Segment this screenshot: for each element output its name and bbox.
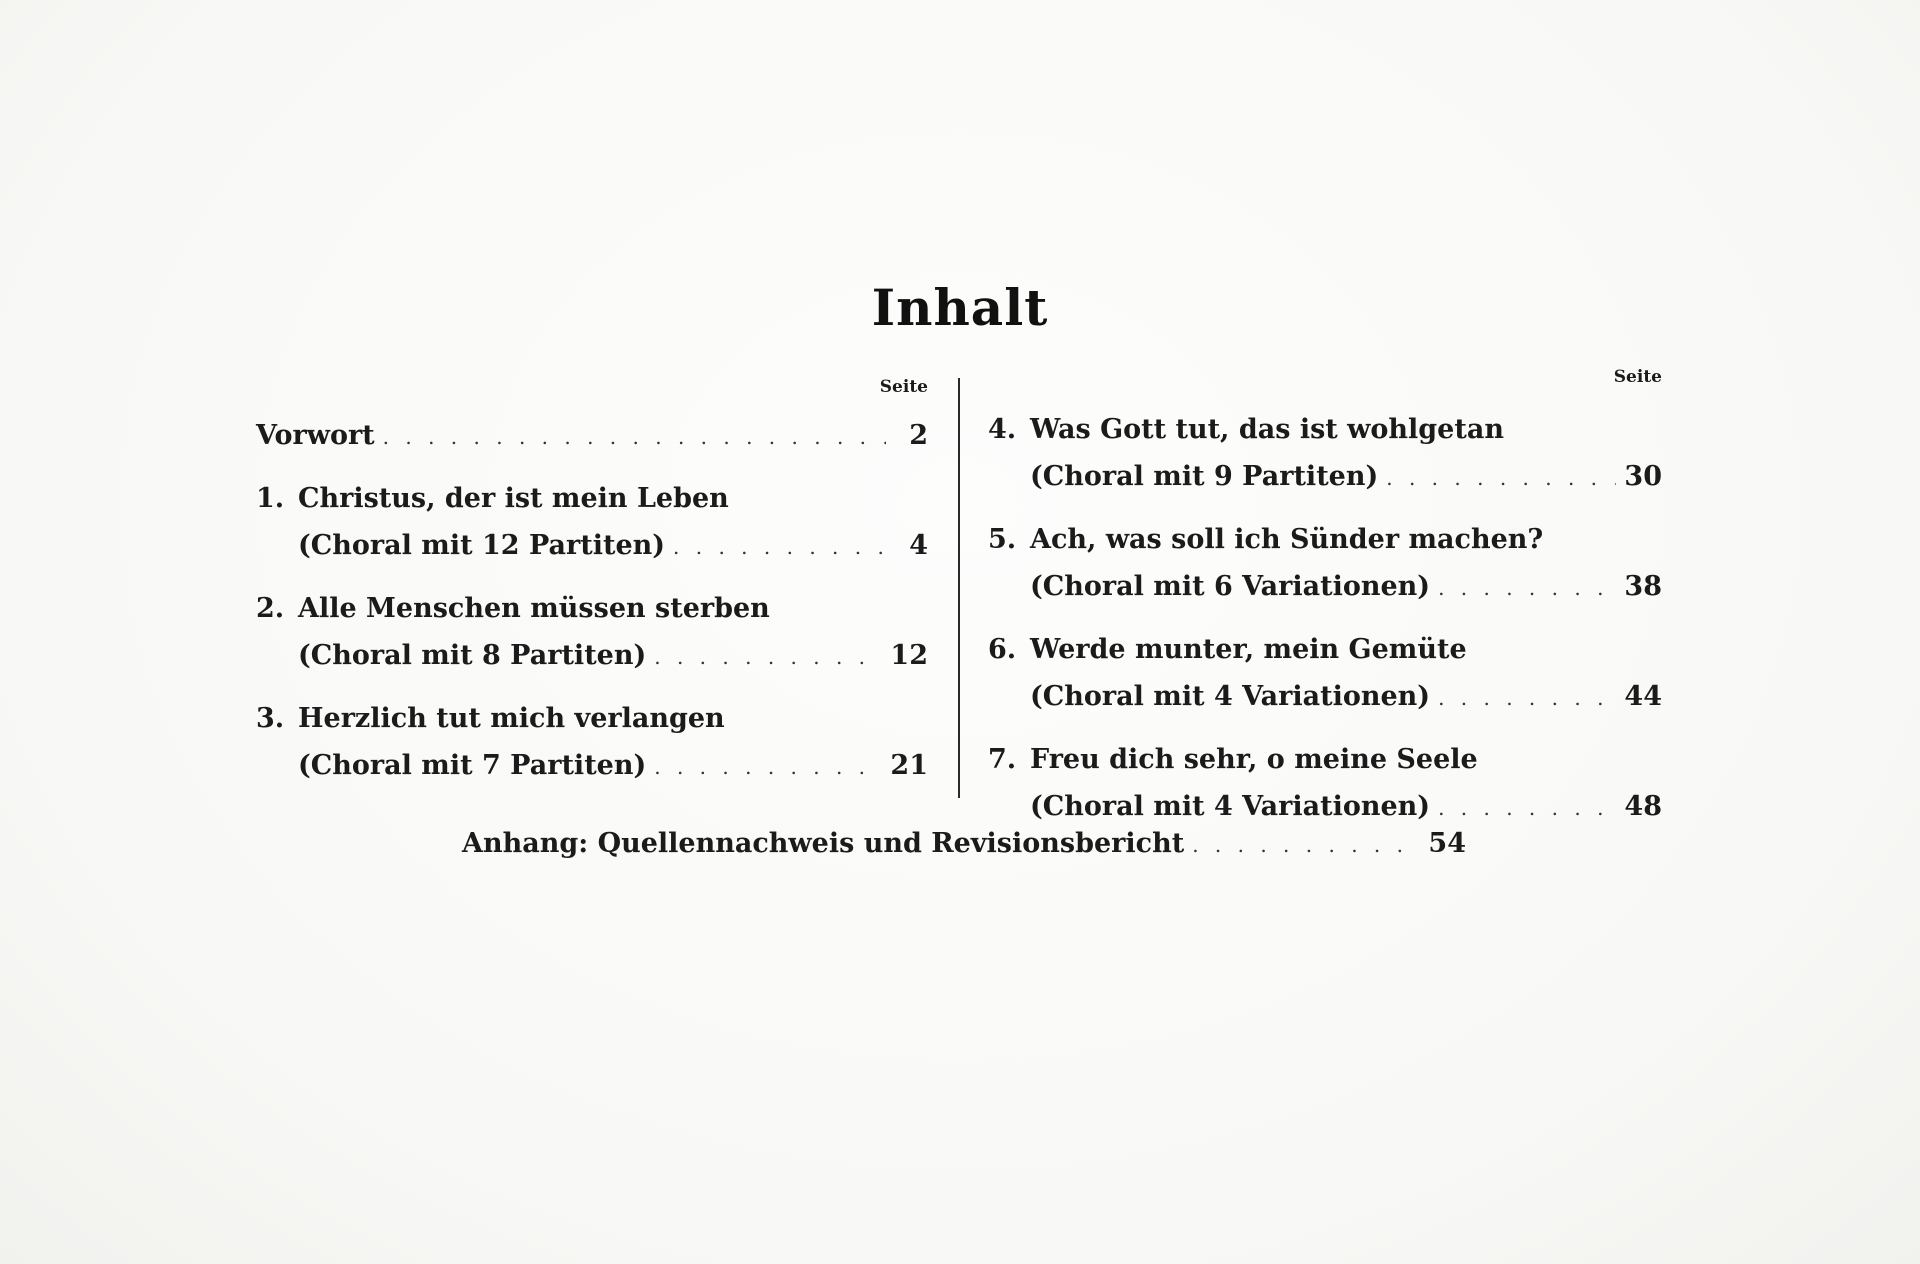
dot-leader xyxy=(654,634,882,681)
toc-page-number: 21 xyxy=(890,750,928,781)
toc-entry-number: 1. xyxy=(256,483,285,514)
toc-page-number: 54 xyxy=(1428,828,1466,859)
toc-entry-appendix xyxy=(462,820,1466,869)
dot-leader xyxy=(1192,822,1420,869)
toc-right-column xyxy=(988,362,1662,832)
toc-entry-number: 2. xyxy=(256,593,285,624)
page-title: Inhalt xyxy=(871,278,1049,337)
toc-page-number: 4 xyxy=(909,530,928,561)
toc-entry-1 xyxy=(256,475,928,571)
toc-entry-number: 7. xyxy=(988,744,1017,775)
column-divider xyxy=(958,378,960,798)
dot-leader xyxy=(1438,675,1616,722)
toc-entry-4 xyxy=(988,406,1662,502)
toc-entry-6 xyxy=(988,626,1662,722)
dot-leader xyxy=(654,744,882,791)
toc-entry-title: Christus, der ist mein Leben xyxy=(298,483,729,514)
seite-header-left: Seite xyxy=(879,377,928,397)
toc-entry-5 xyxy=(988,516,1662,612)
toc-entry-vorwort xyxy=(256,412,928,461)
dot-leader xyxy=(673,524,886,571)
toc-page-number: 30 xyxy=(1624,461,1662,492)
toc-page-number: 48 xyxy=(1624,791,1662,822)
dot-leader xyxy=(1386,455,1616,502)
toc-left-column xyxy=(256,372,928,791)
toc-entry-subtitle: (Choral mit 8 Partiten) xyxy=(298,640,647,671)
seite-header-right: Seite xyxy=(1613,367,1662,387)
toc-entry-2 xyxy=(256,585,928,681)
toc-entry-number: 5. xyxy=(988,524,1017,555)
toc-page-number: 12 xyxy=(890,640,928,671)
toc-entry-7 xyxy=(988,736,1662,832)
toc-entry-subtitle: (Choral mit 9 Partiten) xyxy=(1030,461,1379,492)
toc-page-number: 2 xyxy=(909,420,928,451)
toc-entry-subtitle: (Choral mit 4 Variationen) xyxy=(1030,681,1431,712)
toc-entry-title: Herzlich tut mich verlangen xyxy=(298,703,725,734)
toc-entry-title: Werde munter, mein Gemüte xyxy=(1030,634,1467,665)
toc-entry-3 xyxy=(256,695,928,791)
toc-entry-number: 4. xyxy=(988,414,1017,445)
toc-entry-title: Was Gott tut, das ist wohlgetan xyxy=(1030,414,1504,445)
toc-page-number: 38 xyxy=(1624,571,1662,602)
toc-page-number: 44 xyxy=(1624,681,1662,712)
toc-entry-number: 6. xyxy=(988,634,1017,665)
dot-leader xyxy=(383,414,886,461)
toc-entry-title: Alle Menschen müssen sterben xyxy=(298,593,770,624)
dot-leader xyxy=(1438,565,1616,612)
toc-entry-subtitle: (Choral mit 4 Variationen) xyxy=(1030,791,1431,822)
toc-entry-label: Anhang: Quellennachweis und Revisionsbericht xyxy=(462,828,1185,859)
toc-entry-subtitle: (Choral mit 12 Partiten) xyxy=(298,530,666,561)
toc-entry-subtitle: (Choral mit 6 Variationen) xyxy=(1030,571,1431,602)
toc-entry-title: Freu dich sehr, o meine Seele xyxy=(1030,744,1478,775)
toc-entry-label: Vorwort xyxy=(256,420,375,451)
toc-entry-title: Ach, was soll ich Sünder machen? xyxy=(1030,524,1544,555)
toc-entry-number: 3. xyxy=(256,703,285,734)
toc-entry-subtitle: (Choral mit 7 Partiten) xyxy=(298,750,647,781)
